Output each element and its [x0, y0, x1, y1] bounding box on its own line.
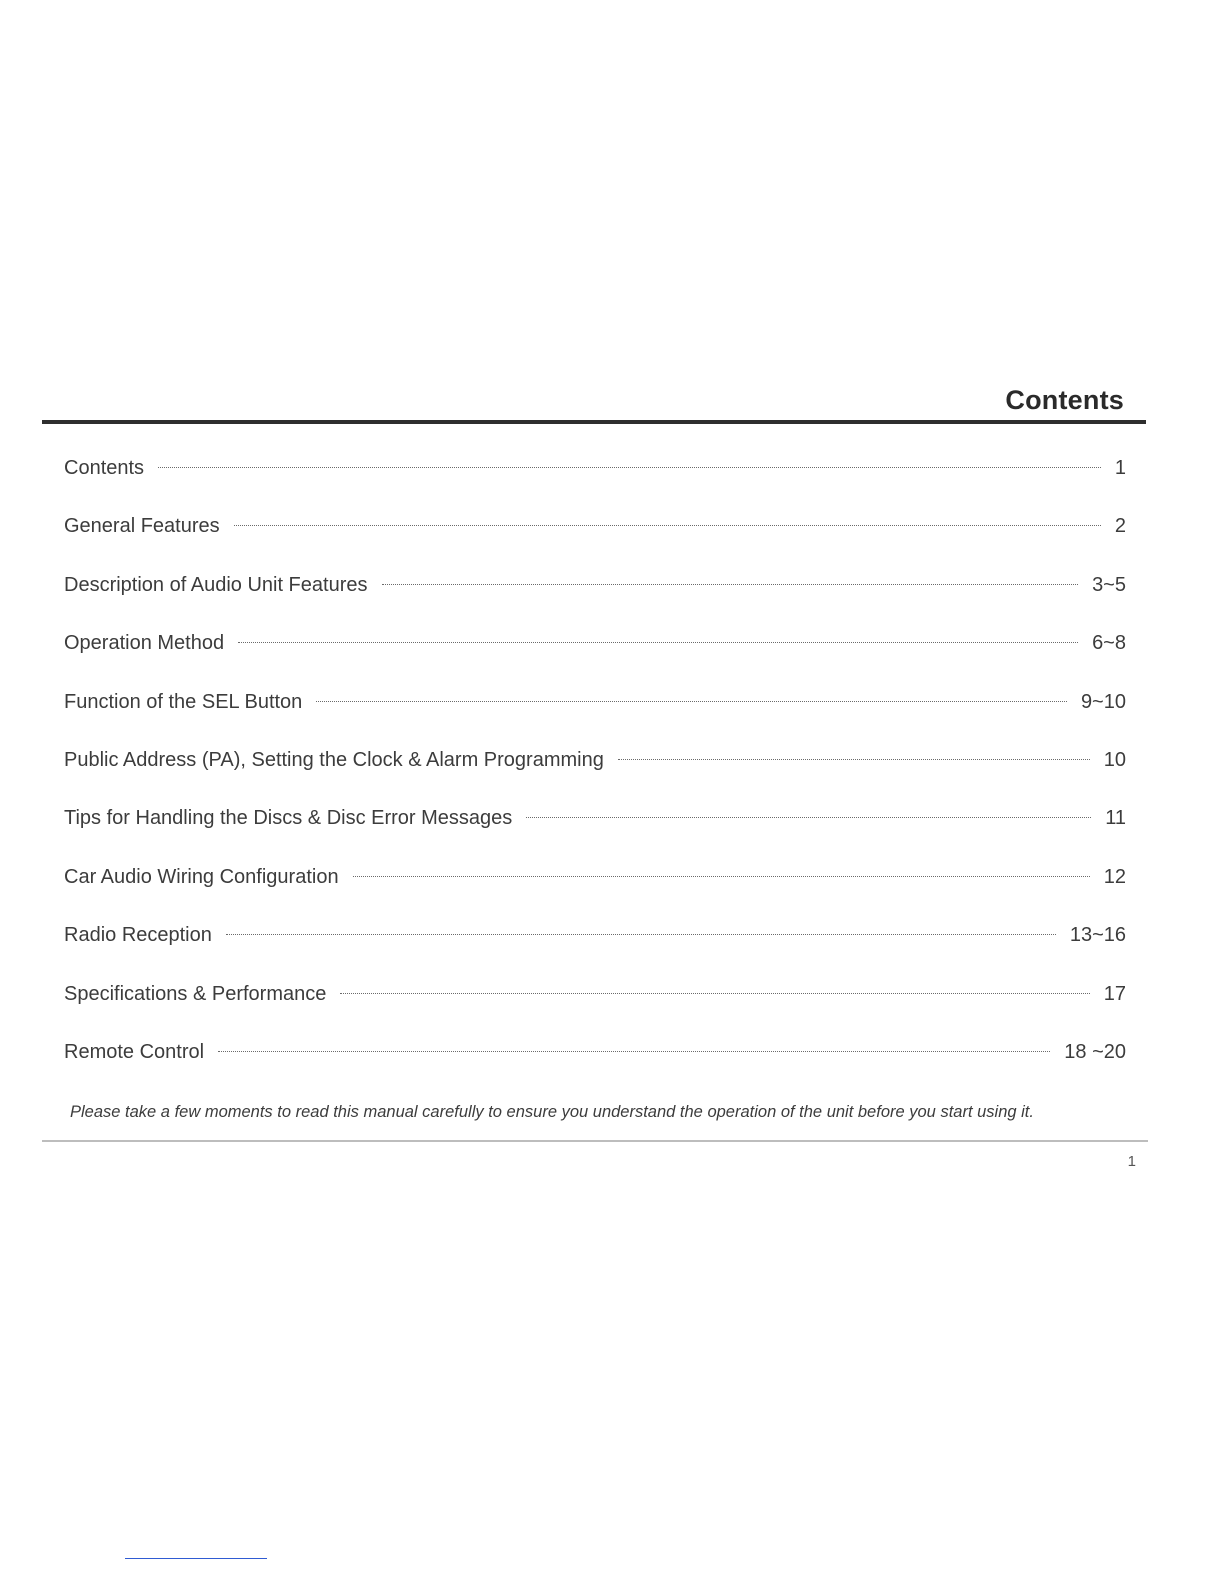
- toc-entry-page: 2: [1114, 515, 1126, 538]
- toc-entry[interactable]: [64, 795, 1126, 853]
- toc-entry-title: Contents: [64, 457, 145, 479]
- toc-entry-title: Function of the SEL Button: [64, 690, 303, 713]
- toc-entry[interactable]: [64, 445, 1126, 503]
- toc-entry[interactable]: [64, 620, 1126, 678]
- dot-leader: [618, 758, 1090, 760]
- page-title: Contents: [1005, 385, 1124, 415]
- dot-leader: [234, 524, 1101, 526]
- toc-entry-title: Car Audio Wiring Configuration: [64, 865, 339, 888]
- dot-leader: [382, 583, 1079, 585]
- toc-entry-page: 13~16: [1069, 924, 1126, 947]
- toc-entry[interactable]: [64, 854, 1126, 912]
- toc-entry[interactable]: [64, 503, 1126, 561]
- dot-leader: [353, 875, 1090, 877]
- toc-entry-page: 11: [1105, 807, 1126, 830]
- footer-divider: [42, 1140, 1148, 1142]
- toc-entry-page: 12: [1103, 865, 1126, 888]
- link-underline[interactable]: [125, 1558, 267, 1559]
- dot-leader: [316, 700, 1067, 702]
- toc-entry-title: Specifications & Performance: [64, 982, 327, 1005]
- toc-entry-page: 9~10: [1080, 690, 1126, 713]
- dot-leader: [158, 466, 1101, 468]
- toc-entry[interactable]: [64, 737, 1126, 795]
- heading-divider: [42, 420, 1146, 424]
- toc-entry-title: Remote Control: [64, 1040, 205, 1063]
- toc-entry[interactable]: [64, 971, 1126, 1029]
- toc-entry-title: Radio Reception: [64, 924, 212, 947]
- toc-entry[interactable]: [64, 562, 1126, 620]
- toc-entry-page: 3~5: [1092, 573, 1126, 596]
- dot-leader: [340, 992, 1089, 994]
- toc-entry-page: 17: [1103, 982, 1126, 1005]
- toc-entry-page: 10: [1103, 748, 1126, 771]
- dot-leader: [238, 641, 1078, 643]
- dot-leader: [218, 1050, 1050, 1052]
- dot-leader: [226, 933, 1056, 935]
- toc-entry-title: Tips for Handling the Discs & Disc Error Messages: [64, 807, 513, 830]
- toc-entry[interactable]: [64, 912, 1126, 970]
- toc-entry[interactable]: [64, 679, 1126, 737]
- table-of-contents: [64, 445, 1126, 1087]
- toc-entry-page: 1: [1114, 457, 1126, 479]
- page-number: 1: [1127, 1153, 1136, 1170]
- toc-entry-page: 6~8: [1092, 632, 1126, 655]
- toc-entry-title: Description of Audio Unit Features: [64, 573, 368, 596]
- reading-note: Please take a few moments to read this manual carefully to ensure you understand the operation of the unit before you start using it.: [70, 1103, 1034, 1121]
- dot-leader: [526, 816, 1091, 818]
- toc-entry-title: General Features: [64, 515, 220, 538]
- toc-entry-page: 18 ~20: [1064, 1040, 1126, 1063]
- toc-entry-title: Public Address (PA), Setting the Clock & Alarm Programming: [64, 748, 604, 771]
- toc-entry[interactable]: [64, 1029, 1126, 1087]
- toc-entry-title: Operation Method: [64, 632, 225, 655]
